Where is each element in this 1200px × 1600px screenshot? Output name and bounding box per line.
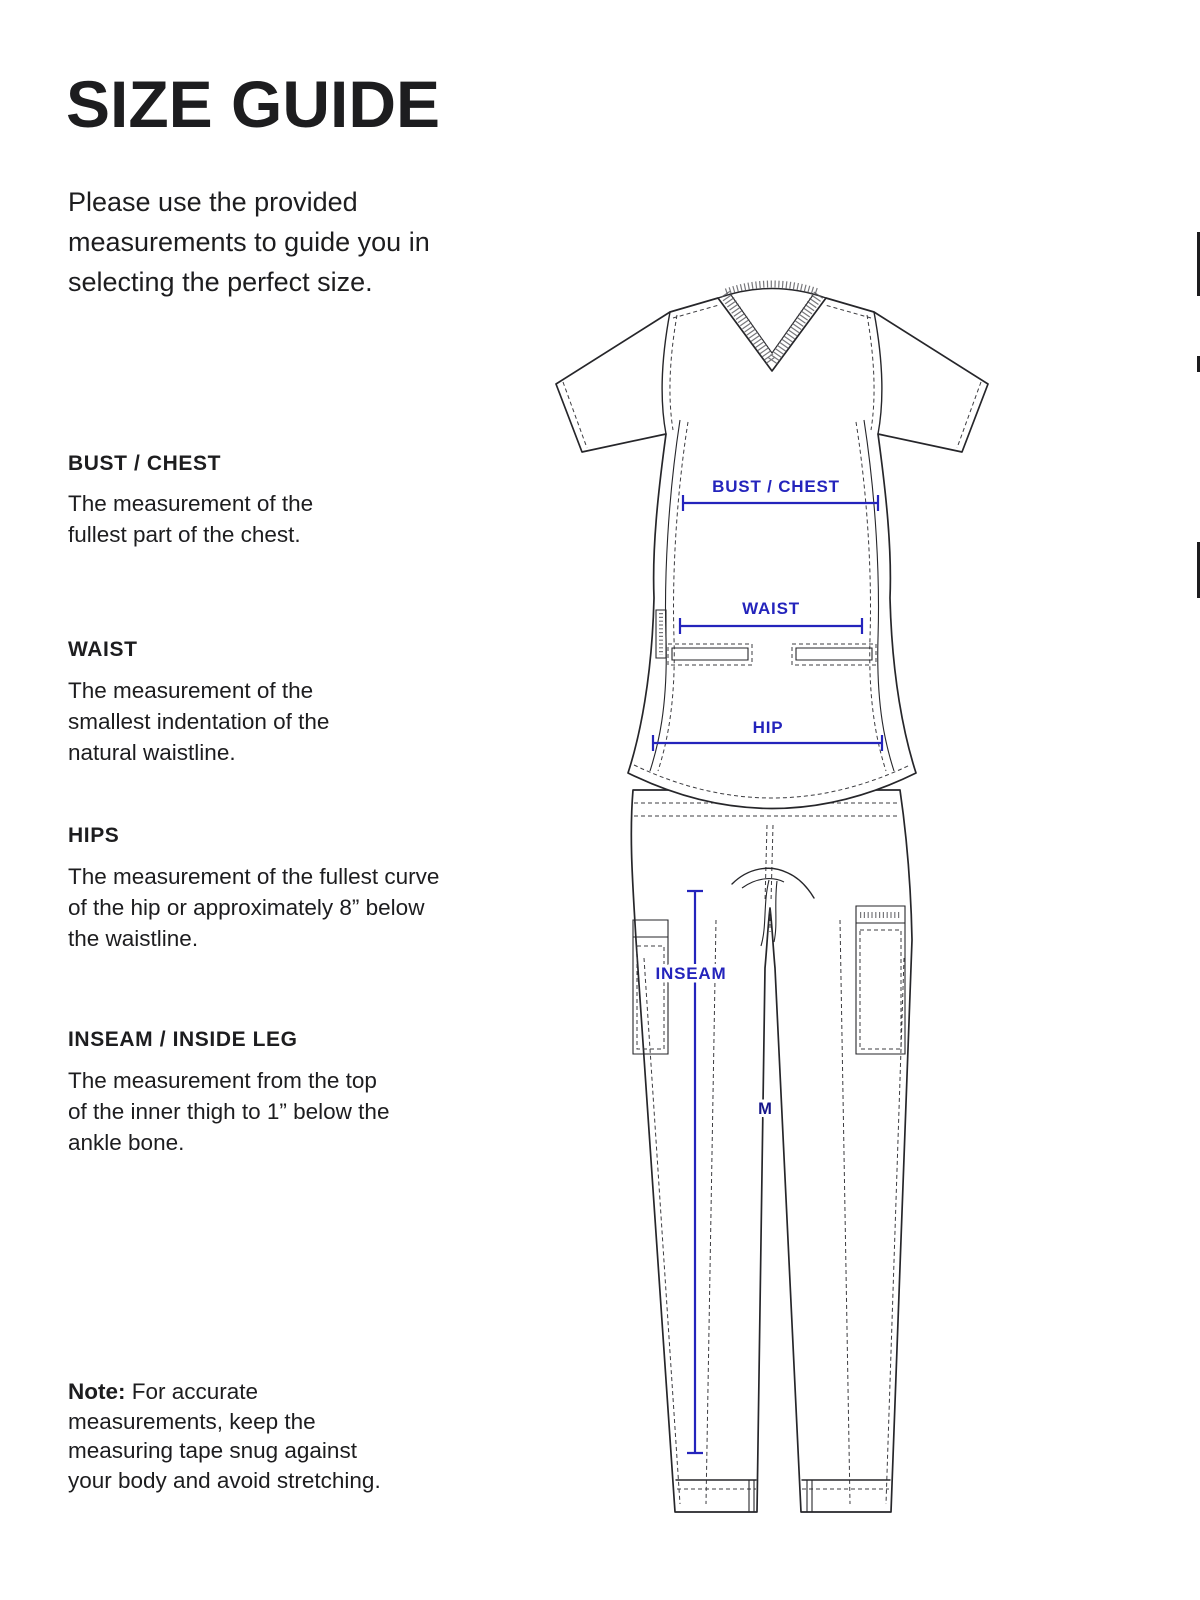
scrub-pants-drawing xyxy=(631,790,912,1512)
note-line xyxy=(68,1377,428,1407)
hip-measure-label: HIP xyxy=(752,718,784,737)
section-body-waist: The measurement of the smallest indentation of the natural waistline. xyxy=(68,678,330,765)
note-line: your body and avoid stretching. xyxy=(68,1467,381,1493)
size-diagram-svg xyxy=(520,268,1000,1538)
note-label: Note: xyxy=(68,1379,126,1404)
intro-text: Please use the provided measurements to guide you in selecting the perfect size. xyxy=(68,187,430,297)
inseam-measure-label: INSEAM xyxy=(655,964,727,983)
section-heading-bust: BUST / CHEST xyxy=(68,452,222,475)
section-heading-inseam: INSEAM / INSIDE LEG xyxy=(68,1028,298,1051)
note-line: measurements, keep the xyxy=(68,1408,316,1434)
pants-outline xyxy=(631,790,912,1512)
section-heading-waist: WAIST xyxy=(68,638,138,661)
scrubs-measurement-diagram xyxy=(520,268,1000,1548)
note-text: For accurate xyxy=(131,1379,259,1404)
bust-measure-label: BUST / CHEST xyxy=(712,477,840,496)
note-line: measuring tape snug against xyxy=(68,1438,357,1463)
size-tag-label: M xyxy=(758,1100,772,1118)
waist-measure-label: WAIST xyxy=(742,599,800,618)
measurement-note xyxy=(68,1377,428,1495)
section-body-bust: The measurement of the fullest part of the chest. xyxy=(68,491,314,547)
section-body-hips: The measurement of the fullest curve of the hip or approximately 8” below the waistline. xyxy=(68,864,440,951)
section-heading-hips: HIPS xyxy=(68,824,120,847)
page-title: SIZE GUIDE xyxy=(66,67,441,141)
section-body-inseam: The measurement from the top of the inner thigh to 1” below the ankle bone. xyxy=(68,1068,390,1155)
